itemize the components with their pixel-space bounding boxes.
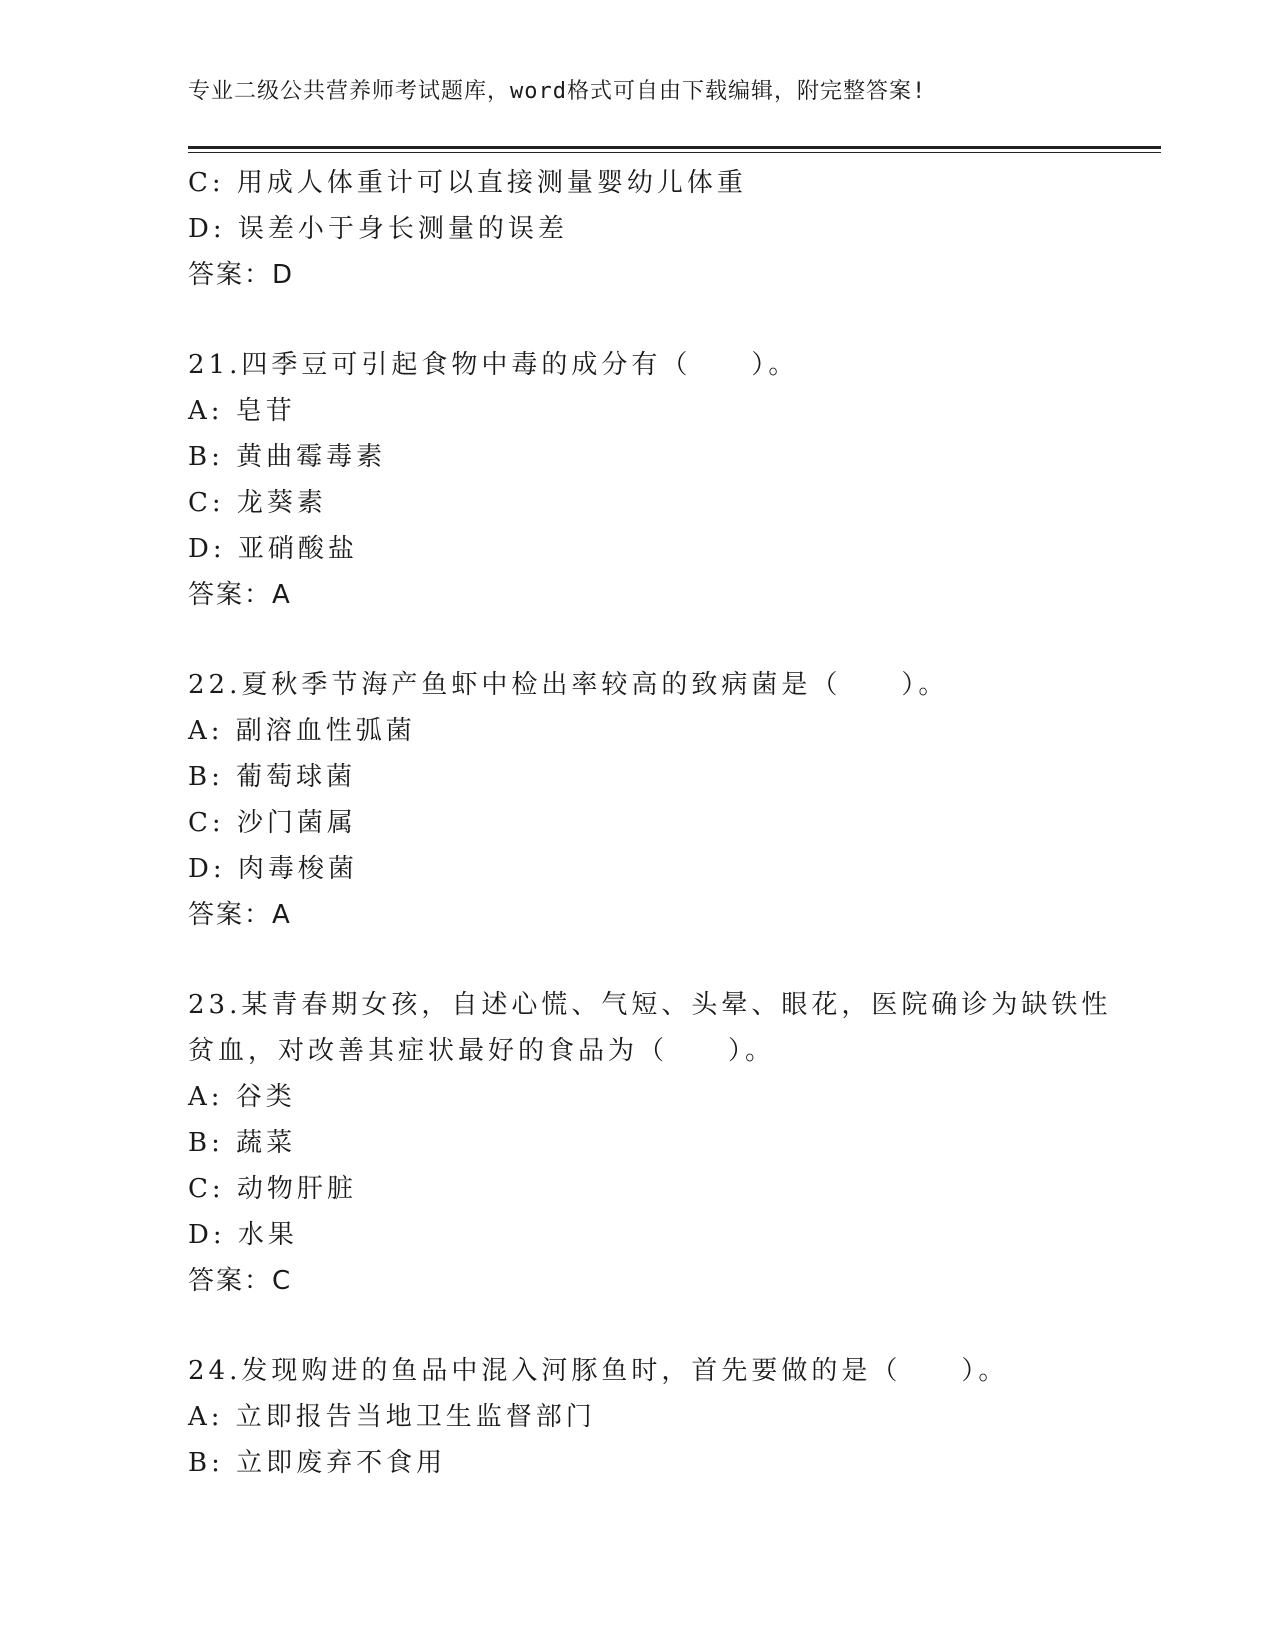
option-b: B: 立即废弃不食用 xyxy=(188,1448,447,1478)
question-stem: 22.夏秋季节海产鱼虾中检出率较高的致病菌是（ ）。 xyxy=(188,670,949,700)
option-a: A: 皂苷 xyxy=(188,396,296,426)
option-c: C: 用成人体重计可以直接测量婴幼儿体重 xyxy=(188,168,747,198)
header-rule-thin xyxy=(188,152,1161,153)
option-a: A: 副溶血性弧菌 xyxy=(188,716,416,746)
option-b: B: 蔬菜 xyxy=(188,1128,297,1158)
answer: 答案：A xyxy=(188,900,292,930)
question-stem-line1: 23.某青春期女孩，自述心慌、气短、头晕、眼花，医院确诊为缺铁性 xyxy=(188,990,1112,1020)
option-c: C: 龙葵素 xyxy=(188,488,327,518)
option-d: D: 误差小于身长测量的误差 xyxy=(188,214,568,244)
option-b: B: 葡萄球菌 xyxy=(188,762,357,792)
question-stem: 24.发现购进的鱼品中混入河豚鱼时，首先要做的是（ ）。 xyxy=(188,1356,1009,1386)
option-d: D: 水果 xyxy=(188,1220,298,1250)
option-a: A: 谷类 xyxy=(188,1082,296,1112)
option-b: B: 黄曲霉毒素 xyxy=(188,442,387,472)
option-d: D: 肉毒梭菌 xyxy=(188,854,358,884)
document-body xyxy=(188,160,1112,1486)
question-stem-line2: 贫血，对改善其症状最好的食品为（ ）。 xyxy=(188,1036,776,1066)
page-header: 专业二级公共营养师考试题库，word格式可自由下载编辑，附完整答案! xyxy=(188,79,927,104)
option-a: A: 立即报告当地卫生监督部门 xyxy=(188,1402,596,1432)
option-c: C: 沙门菌属 xyxy=(188,808,357,838)
answer: 答案：A xyxy=(188,580,292,610)
answer: 答案：D xyxy=(188,260,295,290)
option-d: D: 亚硝酸盐 xyxy=(188,534,358,564)
header-rule-thick xyxy=(188,146,1161,149)
question-stem: 21.四季豆可引起食物中毒的成分有（ ）。 xyxy=(188,350,799,380)
option-c: C: 动物肝脏 xyxy=(188,1174,357,1204)
answer: 答案：C xyxy=(188,1266,293,1296)
